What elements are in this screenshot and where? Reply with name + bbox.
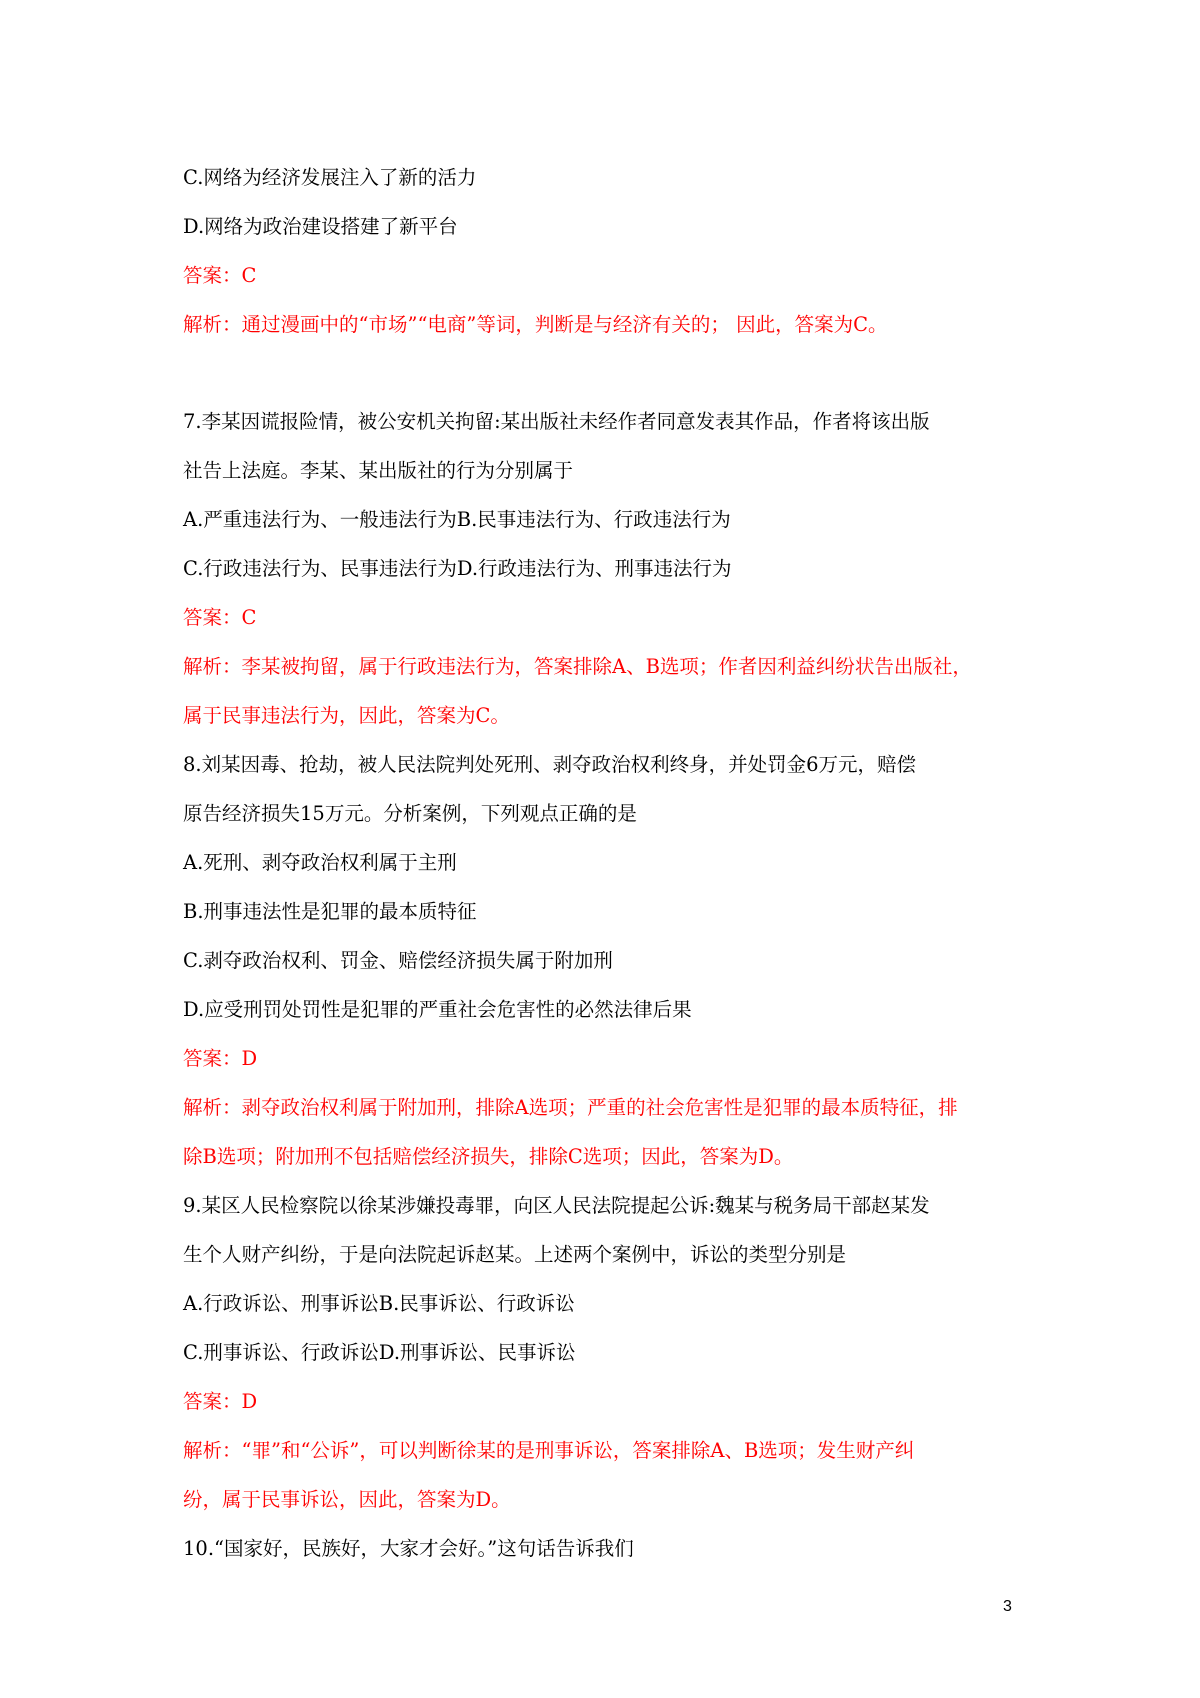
answer-q7: 答案：C bbox=[183, 606, 257, 629]
answer-q9: 答案：D bbox=[183, 1390, 258, 1413]
question-9-line-1: 9.某区人民检察院以徐某涉嫌投毒罪，向区人民法院提起公诉:魏某与税务局干部赵某发 bbox=[183, 1194, 930, 1217]
options-cd-q9: C.刑事诉讼、行政诉讼D.刑事诉讼、民事诉讼 bbox=[183, 1341, 576, 1364]
question-7-line-1: 7.李某因谎报险情，被公安机关拘留:某出版社未经作者同意发表其作品，作者将该出版 bbox=[183, 410, 930, 433]
question-7-line-2: 社告上法庭。李某、某出版社的行为分别属于 bbox=[183, 459, 574, 482]
question-8-line-1: 8.刘某因毒、抢劫，被人民法院判处死刑、剥夺政治权利终身，并处罚金6万元，赔偿 bbox=[183, 753, 917, 776]
option-c-q8: C.剥夺政治权利、罚金、赔偿经济损失属于附加刑 bbox=[183, 949, 613, 972]
analysis-q8-line-1: 解析：剥夺政治权利属于附加刑，排除A选项；严重的社会危害性是犯罪的最本质特征，排 bbox=[183, 1096, 958, 1119]
options-ab-q9: A.行政诉讼、刑事诉讼B.民事诉讼、行政诉讼 bbox=[183, 1292, 575, 1315]
analysis-q7-line-2: 属于民事违法行为，因此，答案为C。 bbox=[183, 704, 510, 727]
option-b-q8: B.刑事违法性是犯罪的最本质特征 bbox=[183, 900, 477, 923]
answer-q6: 答案：C bbox=[183, 264, 257, 287]
option-d-q6: D.网络为政治建设搭建了新平台 bbox=[183, 215, 458, 238]
analysis-q8-line-2: 除B选项；附加刑不包括赔偿经济损失，排除C选项；因此，答案为D。 bbox=[183, 1145, 794, 1168]
options-cd-q7: C.行政违法行为、民事违法行为D.行政违法行为、刑事违法行为 bbox=[183, 557, 732, 580]
question-10-line-1: 10.“国家好，民族好，大家才会好。”这句话告诉我们 bbox=[183, 1537, 634, 1560]
option-d-q8: D.应受刑罚处罚性是犯罪的严重社会危害性的必然法律后果 bbox=[183, 998, 692, 1021]
analysis-q9-line-1: 解析：“罪”和“公诉”，可以判断徐某的是刑事诉讼，答案排除A、B选项；发生财产纠 bbox=[183, 1439, 915, 1462]
analysis-q9-line-2: 纷，属于民事诉讼，因此，答案为D。 bbox=[183, 1488, 511, 1511]
option-a-q8: A.死刑、剥夺政治权利属于主刑 bbox=[183, 851, 457, 874]
analysis-q6: 解析：通过漫画中的“市场”“电商”等词，判断是与经济有关的； 因此，答案为C。 bbox=[183, 313, 888, 336]
analysis-q7-line-1: 解析：李某被拘留，属于行政违法行为，答案排除A、B选项；作者因利益纠纷状告出版社， bbox=[183, 655, 972, 678]
answer-q8: 答案：D bbox=[183, 1047, 258, 1070]
option-c-q6: C.网络为经济发展注入了新的活力 bbox=[183, 166, 477, 189]
options-ab-q7: A.严重违法行为、一般违法行为B.民事违法行为、行政违法行为 bbox=[183, 508, 731, 531]
question-9-line-2: 生个人财产纠纷，于是向法院起诉赵某。上述两个案例中，诉讼的类型分别是 bbox=[183, 1243, 847, 1266]
question-8-line-2: 原告经济损失15万元。分析案例，下列观点正确的是 bbox=[183, 802, 637, 825]
page-number: 3 bbox=[1003, 1598, 1012, 1615]
